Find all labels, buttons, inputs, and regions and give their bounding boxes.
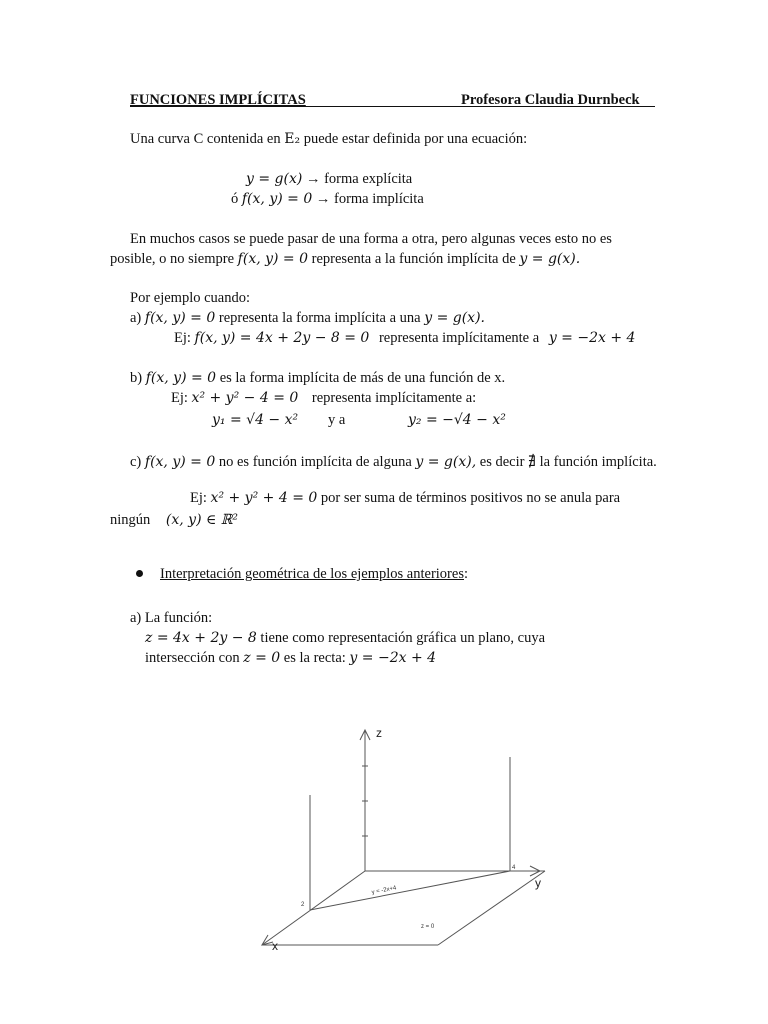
implicit-prefix: ó	[231, 191, 239, 207]
section-a-line3-text2: es la recta:	[283, 650, 346, 666]
example-c-ej-equation: x² + y² + 4 = 0	[210, 490, 318, 506]
example-a-label: a)	[130, 310, 142, 326]
implicit-label: → forma implícita	[315, 191, 424, 207]
example-c-ej-text: por ser suma de términos positivos no se anula para	[320, 490, 621, 506]
section-a-line3-text: intersección con	[145, 650, 240, 666]
example-b-y2: y₂ = −√4 − x²	[408, 412, 506, 428]
y-axis-label: y	[535, 876, 541, 890]
example-a-equation: f(x, y) = 0	[144, 310, 216, 326]
intro-text2: puede estar definida por una ecuación:	[303, 131, 528, 147]
section-heading: Interpretación geométrica de los ejemplos anteriores	[160, 566, 464, 582]
y-tick-label: 4	[512, 865, 516, 871]
x-axis-label: x	[272, 939, 278, 953]
section-heading-colon: :	[463, 566, 469, 582]
examples-lead: Por ejemplo cuando:	[130, 290, 251, 306]
section-a-text: tiene como representación gráfica un plano, cuya	[260, 630, 546, 646]
x-tick-label: 2	[301, 902, 305, 908]
section-a-label: a) La función:	[130, 610, 213, 626]
example-a-equation2: y = g(x).	[424, 310, 485, 326]
example-c-ej-label: Ej:	[190, 490, 207, 506]
implicit-equation: f(x, y) = 0	[241, 191, 313, 207]
example-b-ej-label: Ej:	[171, 390, 188, 406]
section-a-equation: z = 4x + 2y − 8	[145, 630, 257, 646]
example-a-ej-equation: f(x, y) = 4x + 2y − 8 = 0	[194, 330, 370, 346]
x-axis-line	[262, 871, 365, 945]
example-c-equation: f(x, y) = 0	[144, 454, 216, 470]
example-c-text: no es función implícita de alguna	[218, 454, 412, 470]
example-b-ej-text: representa implícitamente a:	[311, 390, 477, 406]
example-c-line4-equation: (x, y) ∈ ℝ²	[165, 512, 239, 528]
section-a-line3-equation: z = 0	[243, 650, 281, 666]
intersection-line-label: y = -2x+4	[371, 885, 397, 896]
example-c-equation2: y = g(x),	[415, 454, 477, 470]
para1-equation1: f(x, y) = 0	[237, 251, 309, 267]
example-b-text: es la forma implícita de más de una función de x.	[219, 370, 506, 386]
section-a-line3-equation2: y = −2x + 4	[349, 650, 437, 666]
intersection-line	[310, 871, 510, 910]
example-b-equation: f(x, y) = 0	[145, 370, 217, 386]
example-a-text: representa la forma implícita a una	[218, 310, 421, 326]
example-c-line2: implícita.	[601, 454, 657, 470]
para1-equation2: y = g(x).	[519, 251, 581, 267]
z-axis-label: z	[376, 726, 382, 740]
document-title: FUNCIONES IMPLÍCITAS	[130, 92, 306, 108]
example-c-text2: es decir ∄ la función	[479, 454, 598, 470]
intro-text: Una curva C contenida en	[130, 131, 281, 147]
plane-label: z = 0	[421, 924, 435, 930]
example-b-and: y a	[328, 412, 346, 428]
example-b-y1: y₁ = √4 − x²	[212, 412, 299, 428]
explicit-equation: y = g(x)	[246, 171, 303, 187]
example-a-ej-result: y = −2x + 4	[548, 330, 636, 346]
explicit-label: → forma explícita	[305, 171, 413, 187]
example-a-ej-text: representa implícitamente a	[378, 330, 540, 346]
para1-line1: En muchos casos se puede pasar de una forma a otra, pero algunas veces esto no es	[130, 231, 612, 247]
example-a-ej-label: Ej:	[174, 330, 191, 346]
example-b-ej-equation: x² + y² − 4 = 0	[191, 390, 299, 406]
example-c-label: c)	[130, 454, 142, 470]
example-c-line4-text: ningún	[110, 512, 151, 528]
para1-text-a: posible, o no siempre	[110, 251, 235, 267]
author-name: Profesora Claudia Durnbeck	[461, 92, 640, 108]
example-b-label: b)	[130, 370, 143, 386]
para1-text-b: representa a la función implícita de	[311, 251, 516, 267]
space-e2: E₂	[284, 131, 301, 147]
